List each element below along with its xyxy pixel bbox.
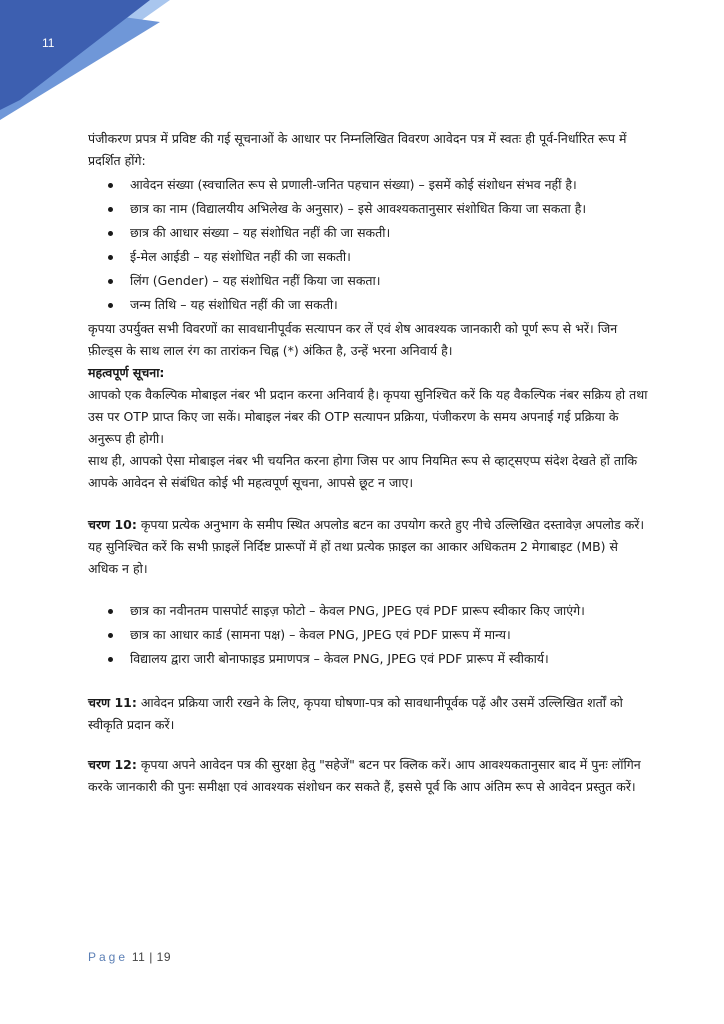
bullet-icon (108, 657, 113, 662)
footer-page-word: Page (88, 950, 129, 964)
bullet-icon (108, 207, 113, 212)
list-item: छात्र का नवीनतम पासपोर्ट साइज़ फोटो – केवल PNG, JPEG एवं PDF प्रारूप स्वीकार किए जाएंगे। (88, 600, 648, 622)
bullet-icon (108, 279, 113, 284)
footer-total-pages: 19 (156, 950, 172, 964)
page-footer (88, 950, 171, 964)
documents-list (88, 600, 648, 670)
auto-fields-list (88, 174, 648, 316)
step-10-text: कृपया प्रत्येक अनुभाग के समीप स्थित अपलोड बटन का उपयोग करते हुए नीचे उल्लिखित दस्तावेज़ अपलोड करें। यह सुनिश्चित करें कि सभी फ़ाइलें निर्दिष्ट प्रारूपों में हों तथा प्रत्येक फ़ाइल का आकार अधिकतम 2 मेगाबाइट (MB) से अधिक न हो। (88, 517, 645, 576)
list-item: छात्र का आधार कार्ड (सामना पक्ष) – केवल PNG, JPEG एवं PDF प्रारूप में मान्य। (88, 624, 648, 646)
list-item: जन्म तिथि – यह संशोधित नहीं की जा सकती। (88, 294, 648, 316)
important-heading: महत्वपूर्ण सूचना: (88, 365, 165, 380)
header-page-number: 11 (42, 36, 55, 50)
step-11-label: चरण 11: (88, 695, 137, 710)
bullet-icon (108, 633, 113, 638)
list-item: विद्यालय द्वारा जारी बोनाफाइड प्रमाणपत्र – केवल PNG, JPEG एवं PDF प्रारूप में स्वीकार्य। (88, 648, 648, 670)
step-12-label: चरण 12: (88, 757, 137, 772)
list-item: छात्र का नाम (विद्यालयीय अभिलेख के अनुसार) – इसे आवश्यकतानुसार संशोधित किया जा सकता है। (88, 198, 648, 220)
footer-separator: | (149, 950, 153, 964)
corner-decoration (0, 0, 170, 120)
bullet-icon (108, 231, 113, 236)
verify-note: कृपया उपर्युक्त सभी विवरणों का सावधानीपूर्वक सत्यापन कर लें एवं शेष आवश्यक जानकारी को पूर्ण रूप से भरें। जिन फ़ील्ड्स के साथ लाल रंग का तारांकन चिह्न (*) अंकित है, उन्हें भरना अनिवार्य है। (88, 321, 618, 358)
footer-current-page: 11 (131, 950, 146, 964)
list-item: ई-मेल आईडी – यह संशोधित नहीं की जा सकती। (88, 246, 648, 268)
bullet-icon (108, 255, 113, 260)
important-para-2: साथ ही, आपको ऐसा मोबाइल नंबर भी चयनित करना होगा जिस पर आप नियमित रूप से व्हाट्सएप्प संदेश देखते हों ताकि आपके आवेदन से संबंधित कोई भी महत्वपूर्ण सूचना, आपसे छूट न जाए। (88, 453, 638, 490)
list-item: लिंग (Gender) – यह संशोधित नहीं किया जा सकता। (88, 270, 648, 292)
bullet-icon (108, 609, 113, 614)
intro-paragraph: पंजीकरण प्रपत्र में प्रविष्ट की गई सूचनाओं के आधार पर निम्नलिखित विवरण आवेदन पत्र में स्वतः ही पूर्व-निर्धारित रूप में प्रदर्शित होंगे: (88, 131, 627, 168)
step-11 (88, 692, 648, 736)
document-body (88, 128, 648, 798)
list-item: छात्र की आधार संख्या – यह संशोधित नहीं की जा सकती। (88, 222, 648, 244)
bullet-icon (108, 183, 113, 188)
important-para-1: आपको एक वैकल्पिक मोबाइल नंबर भी प्रदान करना अनिवार्य है। कृपया सुनिश्चित करें कि यह वैकल्पिक नंबर सक्रिय हो तथा उस पर OTP प्राप्त किए जा सकें। मोबाइल नंबर की OTP सत्यापन प्रक्रिया, पंजीकरण के समय अपनाई गई प्रक्रिया के अनुरूप ही होगी। (88, 387, 648, 446)
list-item: आवेदन संख्या (स्वचालित रूप से प्रणाली-जनित पहचान संख्या) – इसमें कोई संशोधन संभव नहीं है। (88, 174, 648, 196)
step-12 (88, 754, 648, 798)
step-11-text: आवेदन प्रक्रिया जारी रखने के लिए, कृपया घोषणा-पत्र को सावधानीपूर्वक पढ़ें और उसमें उल्लिखित शर्तों को स्वीकृति प्रदान करें। (88, 695, 623, 732)
step-10 (88, 514, 648, 580)
step-12-text: कृपया अपने आवेदन पत्र की सुरक्षा हेतु "सहेजें" बटन पर क्लिक करें। आप आवश्यकतानुसार बाद में पुनः लॉगिन करके जानकारी की पुनः समीक्षा एवं आवश्यक संशोधन कर सकते हैं, इससे पूर्व कि आप अंतिम रूप से आवेदन प्रस्तुत करें। (88, 757, 641, 794)
step-10-label: चरण 10: (88, 517, 137, 532)
bullet-icon (108, 303, 113, 308)
